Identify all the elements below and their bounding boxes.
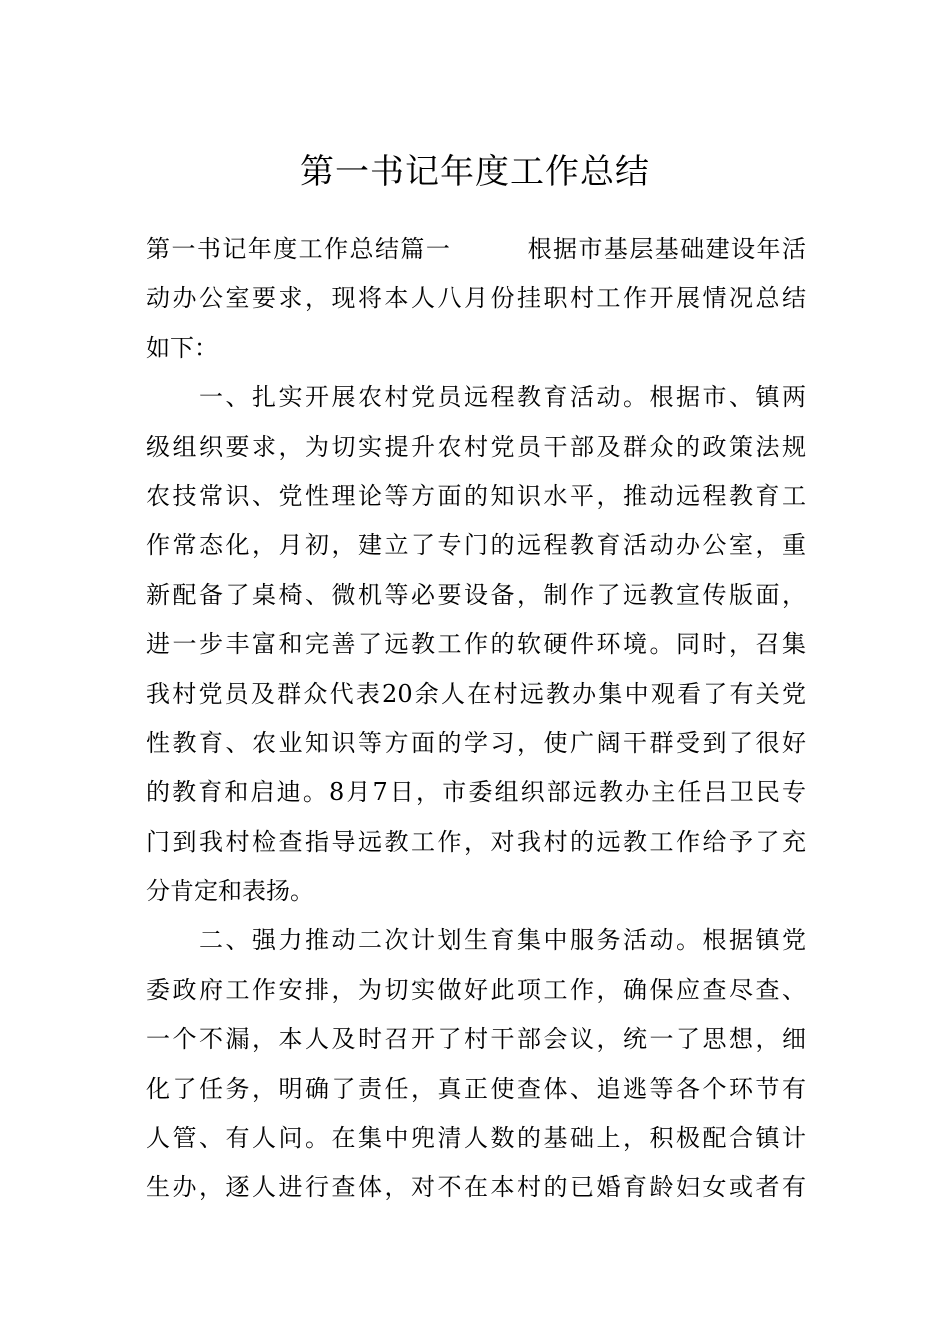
text-line: 的教育和启迪。8月7日，市委组织部远教办主任吕卫民专 — [146, 778, 806, 807]
text-line: 性教育、农业知识等方面的学习，使广阔干群受到了很好 — [146, 728, 806, 757]
text-line: 门到我村检查指导远教工作，对我村的远教工作给予了充 — [146, 827, 806, 856]
text-line: 一个不漏，本人及时召开了村干部会议，统一了思想，细 — [146, 1025, 806, 1054]
text-line: 新配备了桌椅、微机等必要设备，制作了远教宣传版面， — [146, 580, 806, 609]
text-line: 如下： — [146, 333, 218, 362]
document-title: 第一书记年度工作总结 — [300, 151, 650, 192]
text-line: 生办，逐人进行查体，对不在本村的已婚育龄妇女或者有 — [146, 1173, 806, 1202]
text-line: 一、扎实开展农村党员远程教育活动。根据市、镇两 — [146, 383, 806, 412]
text-line: 我村党员及群众代表20余人在村远教办集中观看了有关党 — [146, 679, 806, 708]
text-line: 级组织要求，为切实提升农村党员干部及群众的政策法规 — [146, 432, 806, 461]
text-line: 人管、有人问。在集中兜清人数的基础上，积极配合镇计 — [146, 1124, 806, 1153]
document-body — [146, 225, 806, 1213]
text-line: 动办公室要求，现将本人八月份挂职村工作开展情况总结 — [146, 284, 806, 313]
text-line: 农技常识、党性理论等方面的知识水平，推动远程教育工 — [146, 481, 806, 510]
text-line: 作常态化，月初，建立了专门的远程教育活动办公室，重 — [146, 531, 806, 560]
text-line: 进一步丰富和完善了远教工作的软硬件环境。同时，召集 — [146, 630, 806, 659]
text-line: 分肯定和表扬。 — [146, 877, 314, 906]
text-line: 委政府工作安排，为切实做好此项工作，确保应查尽查、 — [146, 975, 806, 1004]
text-line: 化了任务，明确了责任，真正使查体、追逃等各个环节有 — [146, 1074, 806, 1103]
text-line: 二、强力推动二次计划生育集中服务活动。根据镇党 — [146, 926, 806, 955]
text-line: 第一书记年度工作总结篇一 根据市基层基础建设年活 — [146, 235, 806, 263]
